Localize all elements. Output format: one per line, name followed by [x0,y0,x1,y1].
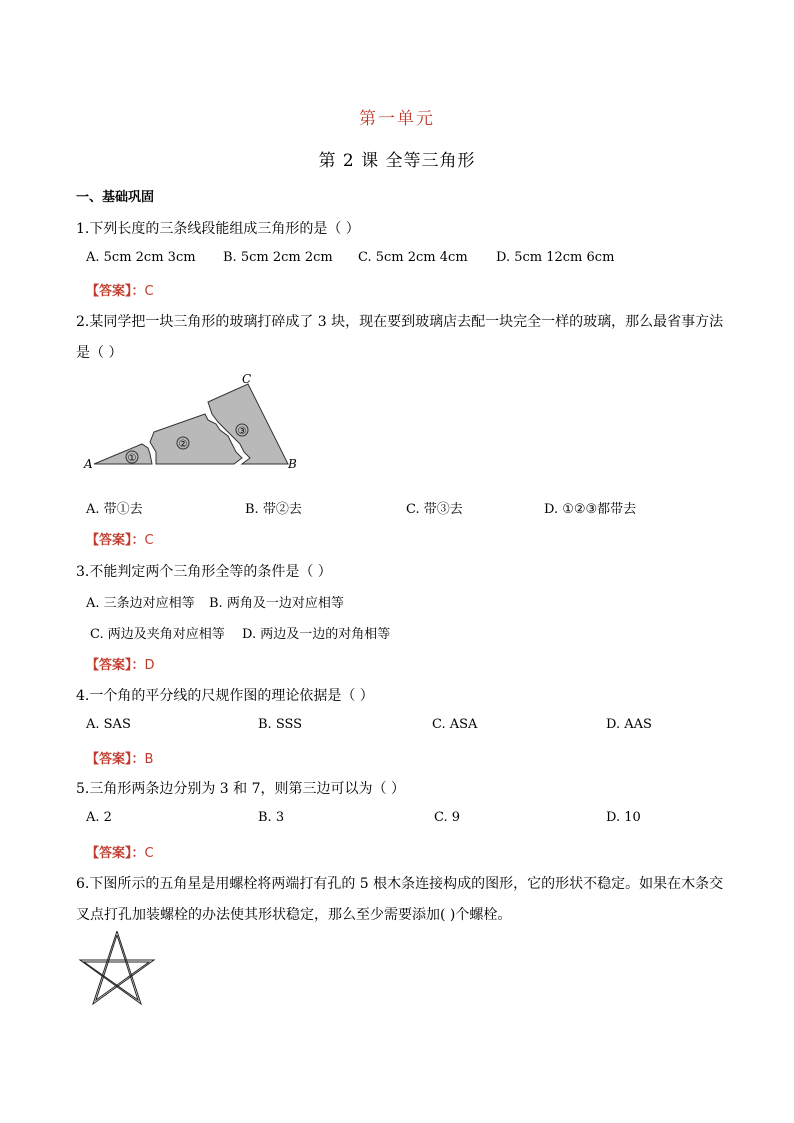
answer-label: 【答案】： [86,752,145,767]
q2-option-c: C. 带③去 [406,502,463,517]
piece-2-label: ② [178,439,188,450]
answer-value: C [144,846,154,861]
piece-1-label: ① [127,453,137,464]
q4-option-a: A. SAS [86,717,131,732]
question-2-text-line1: 2.某同学把一块三角形的玻璃打碎成了 3 块，现在要到玻璃店去配一块完全一样的玻璃，那么最省事方法 [76,314,724,330]
section-title: 一、基础巩固 [76,190,155,205]
answer-label: 【答案】： [86,846,145,861]
q4-option-d: D. AAS [606,717,652,732]
answer-value: B [144,752,154,767]
lesson-title: 第 2 课 全等三角形 [318,151,476,171]
q2-option-a: A. 带①去 [86,502,143,517]
q1-option-a: A. 5cm 2cm 3cm [86,250,196,265]
piece-3-label: ③ [237,426,247,437]
q4-option-c: C. ASA [432,717,478,732]
q3-option-c: C. 两边及夹角对应相等 [90,627,225,642]
unit-title: 第一单元 [359,109,435,129]
question-2-text-line2: 是（ ） [76,345,123,361]
vertex-a-label: A [84,457,93,471]
q3-answer [86,654,155,673]
vertex-c-label: C [242,372,252,386]
q3-option-a: A. 三条边对应相等 [86,596,195,611]
glass-piece-1 [94,444,152,464]
question-4-text: 4.一个角的平分线的尺规作图的理论依据是（ ） [76,688,374,704]
q4-option-b: B. SSS [258,717,303,732]
broken-triangle-figure [80,372,310,472]
vertex-b-label: B [288,457,297,471]
answer-label: 【答案】： [86,284,145,299]
question-5-text: 5.三角形两条边分别为 3 和 7，则第三边可以为（ ） [76,781,405,797]
q5-option-d: D. 10 [606,810,641,825]
question-1-text: 1.下列长度的三条线段能组成三角形的是（ ） [76,221,360,237]
q1-option-c: C. 5cm 2cm 4cm [358,250,468,265]
q1-answer [86,280,154,299]
q2-option-d: D. ①②③都带去 [544,502,637,517]
question-6-text-line1: 6.下图所示的五角星是用螺栓将两端打有孔的 5 根木条连接构成的图形，它的形状不稳定。如果在木条交 [76,876,724,892]
answer-value: D [144,658,155,673]
question-3-text: 3.不能判定两个三角形全等的条件是（ ） [76,564,332,580]
answer-value: C [144,533,154,548]
q5-option-c: C. 9 [434,810,461,825]
answer-label: 【答案】： [86,658,145,673]
q1-option-d: D. 5cm 12cm 6cm [496,250,615,265]
q3-option-d: D. 两边及一边的对角相等 [242,627,391,642]
q5-answer [86,842,154,861]
q2-answer [86,529,154,548]
q2-option-b: B. 带②去 [245,502,302,517]
q5-option-a: A. 2 [86,810,112,825]
answer-value: C [144,284,154,299]
q5-option-b: B. 3 [258,810,285,825]
answer-label: 【答案】： [86,533,145,548]
question-6-text-line2: 叉点打孔加装螺栓的办法使其形状稳定，那么至少需要添加( )个螺栓。 [76,907,512,923]
q1-option-b: B. 5cm 2cm 2cm [223,250,333,265]
pentagram-figure [76,928,158,1008]
q3-option-b: B. 两角及一边对应相等 [209,596,344,611]
q4-answer [86,748,153,767]
